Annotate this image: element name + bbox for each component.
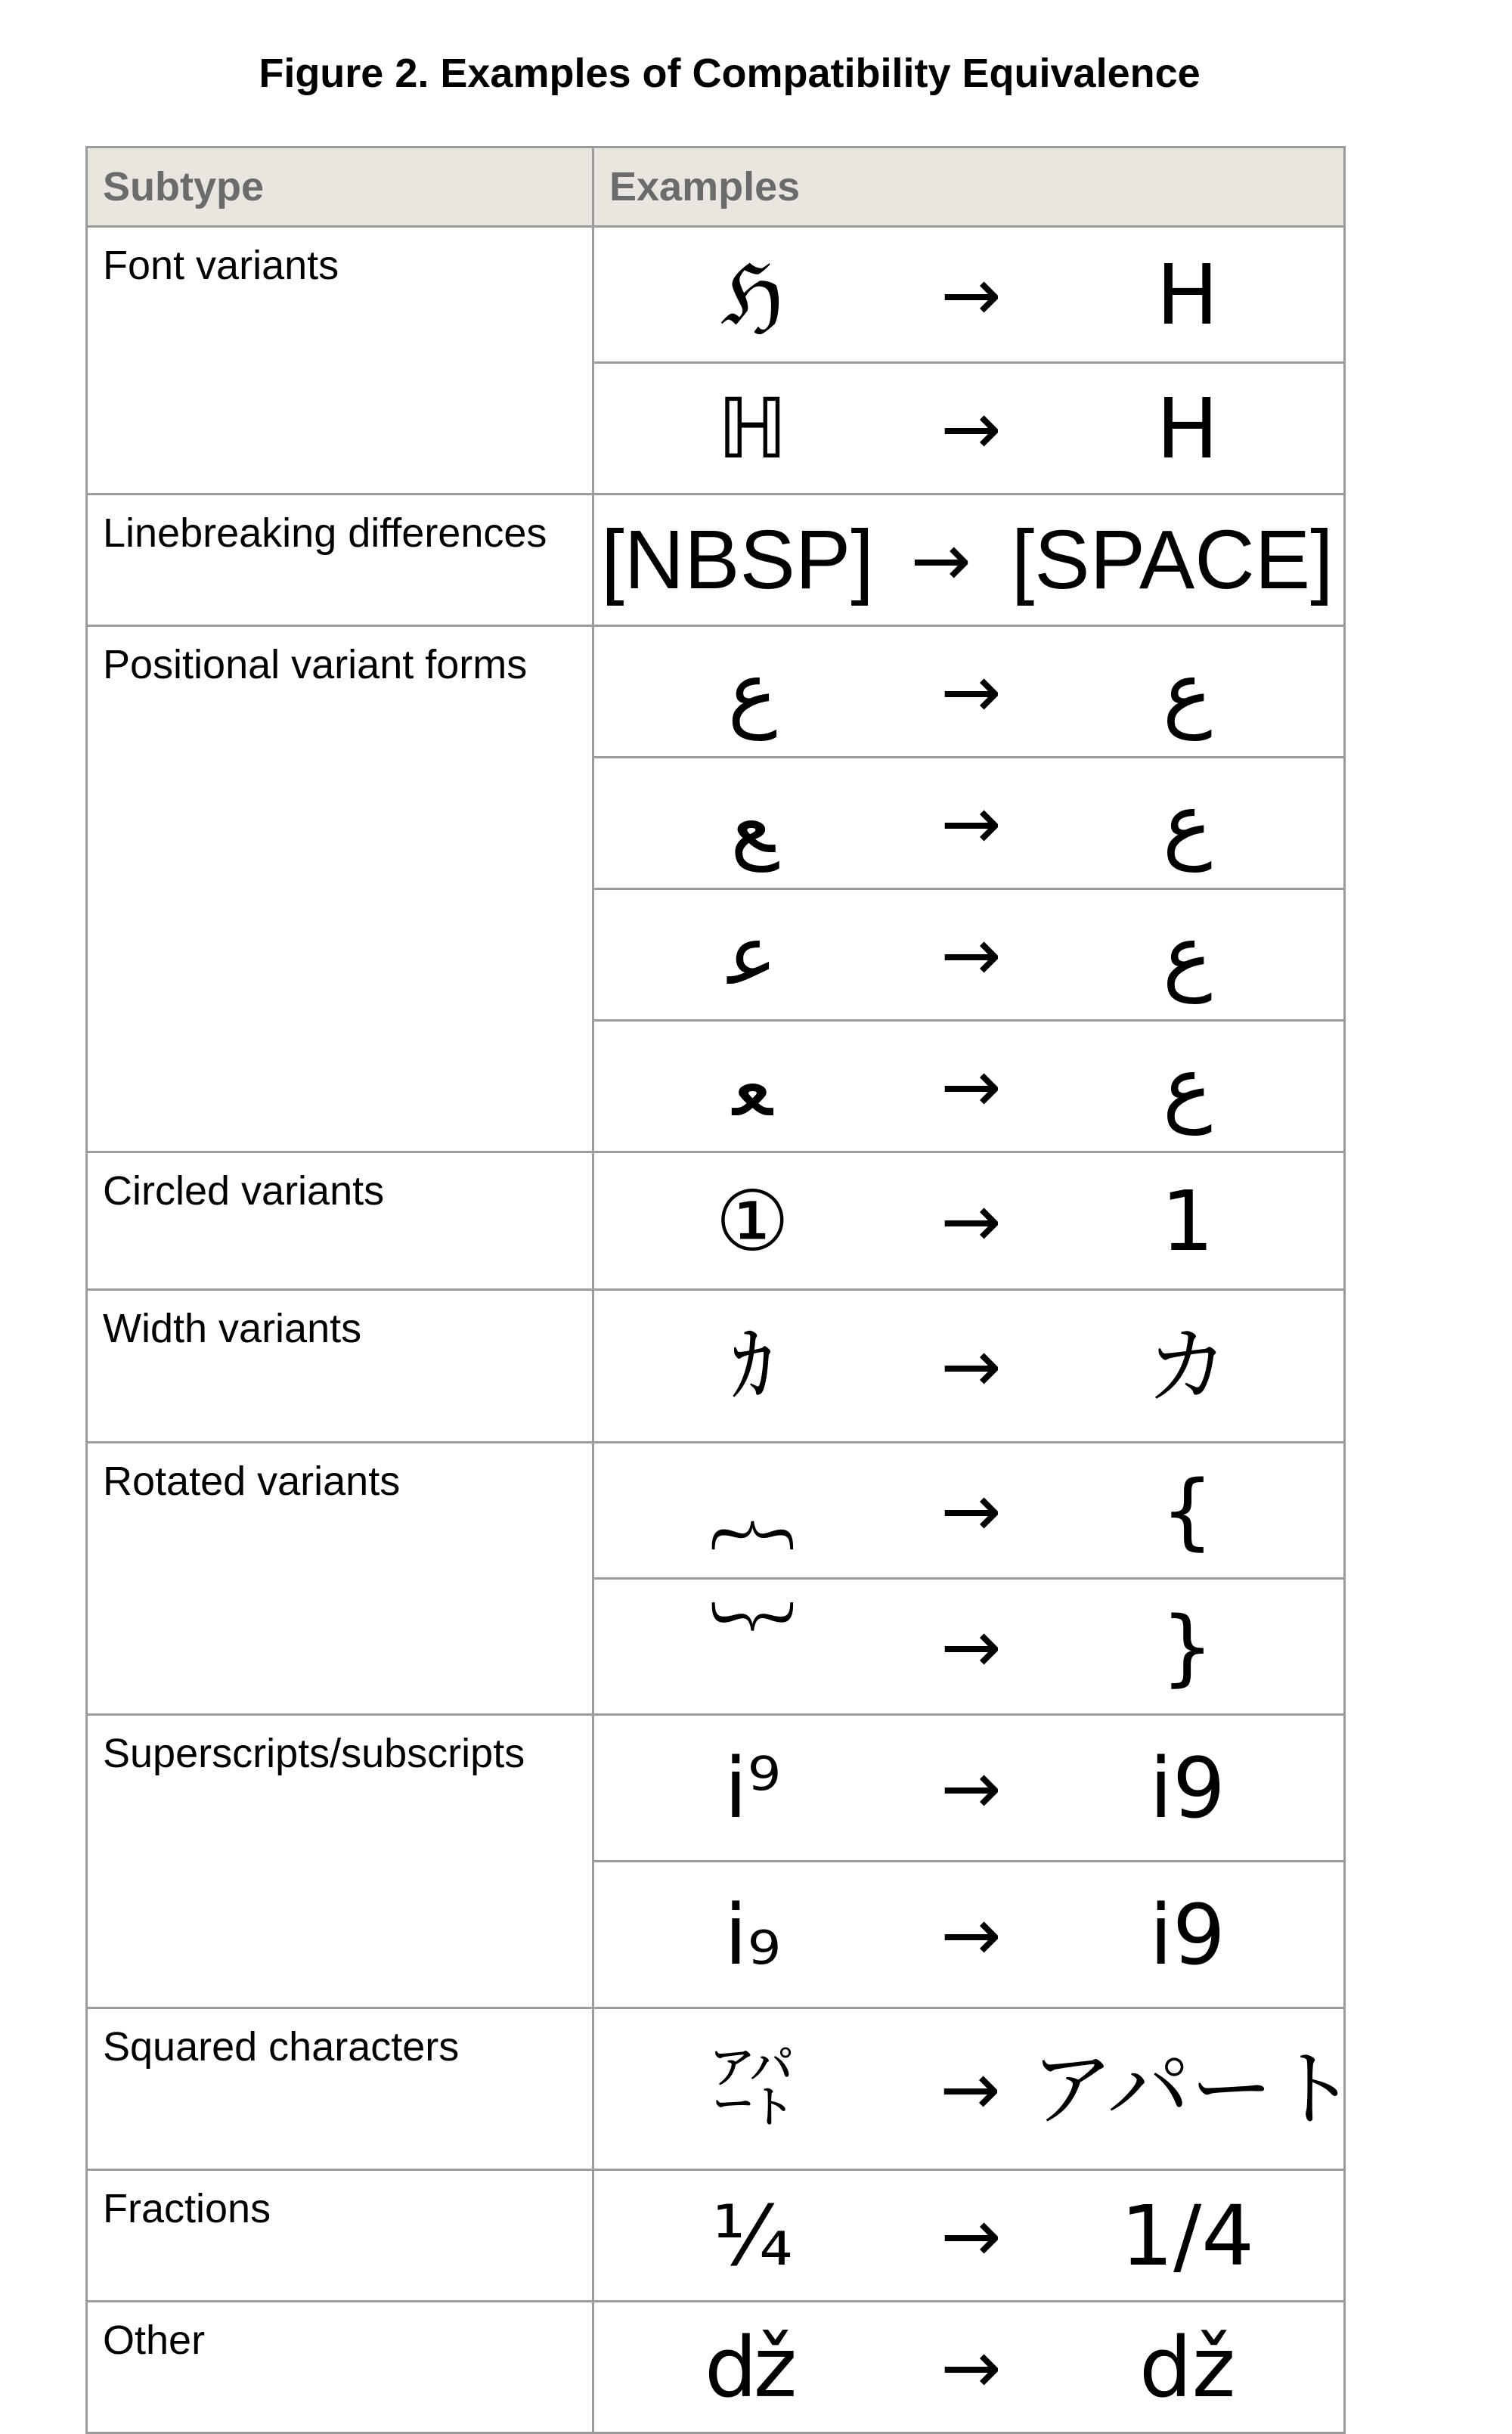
example-cell bbox=[593, 1579, 1345, 1715]
source-char: i⁹ bbox=[724, 1739, 781, 1837]
table-row bbox=[87, 1152, 1345, 1290]
source-char: ① bbox=[715, 1172, 790, 1270]
example-cell bbox=[593, 1021, 1345, 1152]
arrow-icon: → bbox=[940, 1604, 1002, 1689]
example-cell bbox=[593, 758, 1345, 889]
table-row bbox=[87, 626, 1345, 758]
arrow-icon: → bbox=[940, 2193, 1002, 2278]
table-row bbox=[87, 2302, 1345, 2433]
source-char: [NBSP] bbox=[601, 513, 874, 606]
example-cell bbox=[593, 1152, 1345, 1290]
header-examples: Examples bbox=[593, 147, 1345, 227]
source-char: ℌ bbox=[720, 246, 784, 343]
subtype-cell: Width variants bbox=[87, 1290, 593, 1443]
table-row bbox=[87, 227, 1345, 363]
arrow-icon: → bbox=[940, 1892, 1002, 1977]
arrow-icon: → bbox=[940, 2046, 1001, 2132]
target-char: H bbox=[1156, 246, 1219, 343]
target-char: H bbox=[1156, 380, 1219, 477]
table-row bbox=[87, 1443, 1345, 1579]
table-row bbox=[87, 2170, 1345, 2302]
arrow-icon: → bbox=[940, 1178, 1002, 1264]
arrow-icon: → bbox=[940, 780, 1002, 866]
subtype-cell: Fractions bbox=[87, 2170, 593, 2302]
source-char: ｶ bbox=[731, 1317, 773, 1415]
source-char: ǆ bbox=[704, 2318, 801, 2416]
source-char: ﻋ bbox=[727, 906, 778, 1003]
example-cell bbox=[593, 2170, 1345, 2302]
example-cell bbox=[593, 626, 1345, 758]
arrow-icon: → bbox=[940, 2324, 1002, 2410]
example-cell bbox=[593, 227, 1345, 363]
source-char: ﻌ bbox=[732, 1037, 773, 1135]
target-char: ع bbox=[1162, 643, 1213, 740]
target-char: カ bbox=[1145, 1317, 1229, 1415]
arrow-icon: → bbox=[910, 517, 971, 603]
example-cell bbox=[593, 363, 1345, 495]
target-char: dž bbox=[1139, 2318, 1236, 2416]
subtype-cell: Superscripts/subscripts bbox=[87, 1715, 593, 2008]
arrow-icon: → bbox=[940, 912, 1002, 997]
arrow-icon: → bbox=[940, 1323, 1002, 1409]
subtype-cell: Squared characters bbox=[87, 2008, 593, 2170]
target-char: [SPACE] bbox=[1011, 513, 1334, 606]
header-subtype: Subtype bbox=[87, 147, 593, 227]
arrow-icon: → bbox=[940, 386, 1002, 471]
subtype-cell: Linebreaking differences bbox=[87, 495, 593, 626]
equivalence-table bbox=[85, 146, 1357, 2434]
table-row bbox=[87, 2008, 1345, 2170]
target-char: i9 bbox=[1149, 1886, 1225, 1983]
target-char: アパート bbox=[1030, 2040, 1357, 2138]
table-row bbox=[87, 1290, 1345, 1443]
figure-title: Figure 2. Examples of Compatibility Equivalence bbox=[259, 51, 1201, 96]
example-cell bbox=[593, 2302, 1345, 2433]
arrow-icon: → bbox=[940, 1745, 1002, 1831]
target-char: ع bbox=[1162, 906, 1213, 1003]
example-cell bbox=[593, 1715, 1345, 1862]
subtype-cell: Font variants bbox=[87, 227, 593, 495]
example-cell bbox=[593, 889, 1345, 1021]
target-char: { bbox=[1160, 1462, 1214, 1559]
target-char: ع bbox=[1162, 1037, 1213, 1135]
example-cell bbox=[593, 1862, 1345, 2008]
source-char: ︸ bbox=[711, 1598, 795, 1695]
target-char: 1/4 bbox=[1120, 2187, 1255, 2284]
example-cell bbox=[593, 495, 1345, 626]
table-row bbox=[87, 1715, 1345, 1862]
arrow-icon: → bbox=[940, 1043, 1002, 1129]
subtype-cell: Other bbox=[87, 2302, 593, 2433]
source-char: ¼ bbox=[712, 2187, 793, 2284]
subtype-cell: Circled variants bbox=[87, 1152, 593, 1290]
source-char: i₉ bbox=[724, 1886, 781, 1983]
source-char: ﻊ bbox=[730, 774, 775, 872]
arrow-icon: → bbox=[940, 252, 1002, 337]
subtype-cell: Rotated variants bbox=[87, 1443, 593, 1715]
example-cell bbox=[593, 1443, 1345, 1579]
subtype-cell: Positional variant forms bbox=[87, 626, 593, 1152]
source-char: ㌀ bbox=[710, 2040, 794, 2138]
target-char: i9 bbox=[1149, 1739, 1225, 1837]
target-char: 1 bbox=[1160, 1172, 1214, 1270]
example-cell bbox=[593, 2008, 1357, 2170]
table-row bbox=[87, 495, 1345, 626]
header-row bbox=[87, 147, 1345, 227]
target-char: } bbox=[1160, 1598, 1214, 1695]
target-char: ع bbox=[1162, 774, 1213, 872]
arrow-icon: → bbox=[940, 649, 1002, 734]
source-char: ﻉ bbox=[727, 643, 778, 740]
source-char: ︷ bbox=[711, 1462, 795, 1559]
example-cell bbox=[593, 1290, 1345, 1443]
arrow-icon: → bbox=[940, 1468, 1002, 1553]
source-char: ℍ bbox=[717, 380, 789, 477]
